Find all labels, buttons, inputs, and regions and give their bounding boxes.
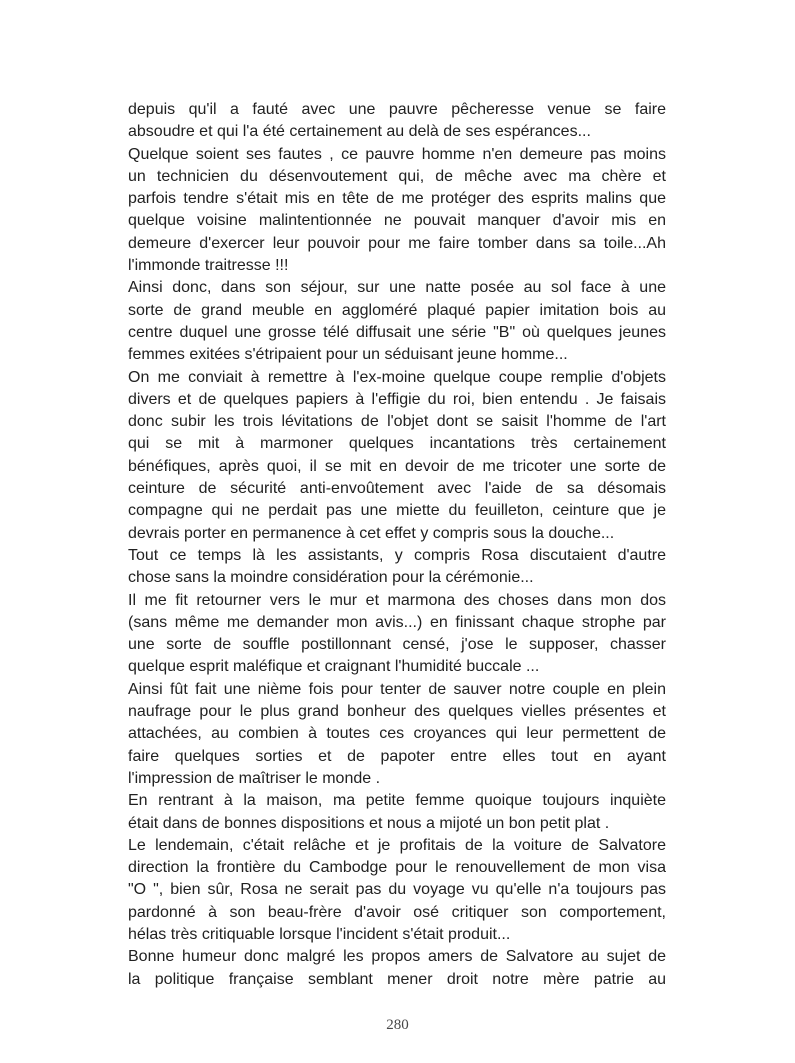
text-line: direction la frontière du Cambodge pour le renouvellement de mon visa xyxy=(128,859,666,877)
text-line: pardonné à son beau-frère d'avoir osé critiquer son comportement, xyxy=(128,903,666,921)
text-line: ceinture de sécurité anti-envoûtement avec l'aide de sa désomais xyxy=(128,480,666,498)
text-line: devrais porter en permanence à cet effet y compris sous la douche... xyxy=(128,524,615,542)
text-line: En rentrant à la maison, ma petite femme quoique toujours inquiète xyxy=(128,792,666,810)
text-line: une sorte de souffle postillonnant censé, j'ose le supposer, chasser xyxy=(128,636,666,654)
text-line: hélas très critiquable lorsque l'incident s'était produit... xyxy=(128,925,511,943)
text-line: sorte de grand meuble en aggloméré plaqué papier imitation bois au xyxy=(128,301,666,319)
text-line: faire quelques sorties et de papoter entre elles tout en ayant xyxy=(128,747,666,765)
text-line: chose sans la moindre considération pour la cérémonie... xyxy=(128,569,534,587)
text-line: femmes exitées s'étripaient pour un séduisant jeune homme... xyxy=(128,346,568,364)
text-line: Il me fit retourner vers le mur et marmona des choses dans mon dos xyxy=(128,591,666,609)
text-line: parfois tendre s'était mis en tête de me protéger des esprits malins que xyxy=(128,190,666,208)
text-line: un technicien du désenvoutement qui, de mêche avec ma chère et xyxy=(128,167,666,185)
text-line: "O ", bien sûr, Rosa ne serait pas du voyage vu qu'elle n'a toujours pas xyxy=(128,881,666,899)
text-line: demeure d'exercer leur pouvoir pour me faire tomber dans sa toile...Ah xyxy=(128,234,666,252)
text-line: Le lendemain, c'était relâche et je profitais de la voiture de Salvatore xyxy=(128,836,666,854)
text-line: donc subir les trois lévitations de l'objet dont se saisit l'homme de l'art xyxy=(128,413,666,431)
text-line: bénéfiques, après quoi, il se mit en devoir de me tricoter une sorte de xyxy=(128,457,666,475)
text-line: (sans même me demander mon avis...) en finissant chaque strophe par xyxy=(128,613,666,631)
text-line: divers et de quelques papiers à l'effigie du roi, bien entendu . Je faisais xyxy=(128,390,666,408)
text-line: attachées, au combien à toutes ces croyances qui leur permettent de xyxy=(128,725,666,743)
page-text xyxy=(128,99,666,991)
text-line: Ainsi fût fait une nième fois pour tenter de sauver notre couple en plein xyxy=(128,680,666,698)
text-line: l'impression de maîtriser le monde . xyxy=(128,769,381,787)
text-line: était dans de bonnes dispositions et nous a mijoté un bon petit plat . xyxy=(128,814,610,832)
text-line: compagne qui ne perdait pas une miette du feuilleton, ceinture que je xyxy=(128,502,666,520)
text-line: centre duquel une grosse télé diffusait une série "B" où quelques jeunes xyxy=(128,323,666,341)
text-line: naufrage pour le plus grand bonheur des quelques vielles présentes et xyxy=(128,703,666,721)
text-line: quelque esprit maléfique et craignant l'humidité buccale ... xyxy=(128,658,540,676)
page-number: 280 xyxy=(386,1017,409,1033)
text-line: absoudre et qui l'a été certainement au delà de ses espérances... xyxy=(128,123,591,141)
text-line: qui se mit à marmoner quelques incantations très certainement xyxy=(128,435,666,453)
text-line: l'immonde traitresse !!! xyxy=(128,257,289,275)
text-line: On me conviait à remettre à l'ex-moine quelque coupe remplie d'objets xyxy=(128,368,666,386)
text-line: depuis qu'il a fauté avec une pauvre pêcheresse venue se faire xyxy=(128,101,666,118)
text-line: Ainsi donc, dans son séjour, sur une natte posée au sol face à une xyxy=(128,279,666,297)
text-line: quelque voisine malintentionnée ne pouvait manquer d'avoir mis en xyxy=(128,212,666,230)
text-line: Quelque soient ses fautes , ce pauvre homme n'en demeure pas moins xyxy=(128,145,666,163)
text-line: la politique française semblant mener droit notre mère patrie au xyxy=(128,970,666,988)
text-line: Bonne humeur donc malgré les propos amers de Salvatore au sujet de xyxy=(128,948,666,966)
text-line: Tout ce temps là les assistants, y compris Rosa discutaient d'autre xyxy=(128,546,666,564)
